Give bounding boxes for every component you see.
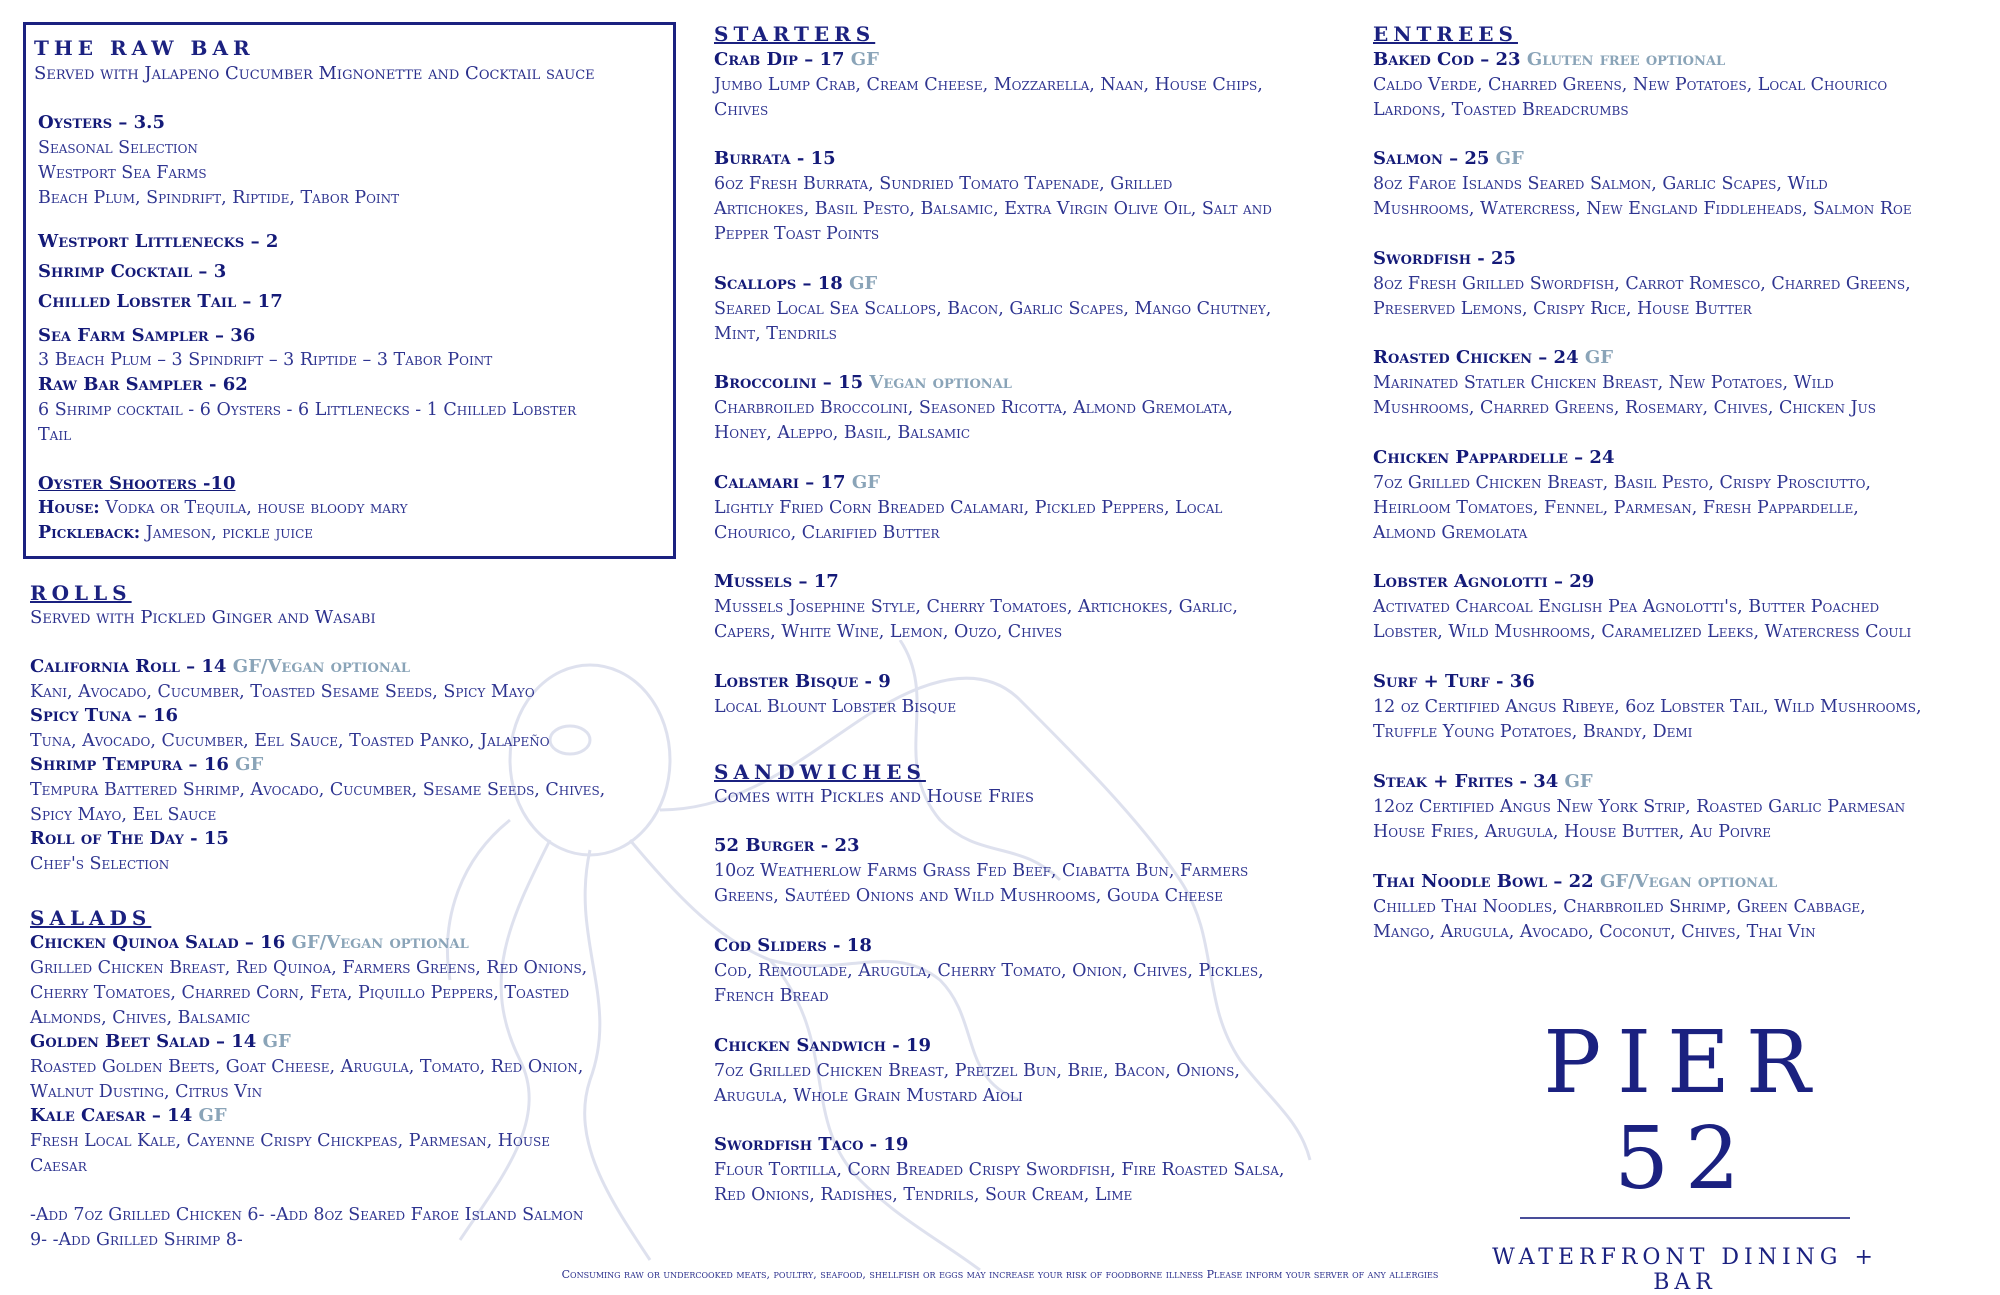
- oyster-line: Westport Sea Farms: [38, 163, 207, 183]
- baked-cod-desc: Lardons, Toasted Breadcrumbs: [1373, 100, 1629, 120]
- sandwiches-title: SANDWICHES: [714, 760, 926, 784]
- entrees-title: ENTREES: [1373, 22, 1518, 46]
- burrata-item: Burrata - 15: [714, 148, 836, 169]
- logo-divider: [1520, 1217, 1850, 1219]
- steak-frites-desc: 12oz Certified Angus New York Strip, Roasted Garlic Parmesan: [1373, 797, 1906, 817]
- spicy-tuna-item: Spicy Tuna – 16: [30, 705, 179, 726]
- roasted-chicken-desc: Mushrooms, Charred Greens, Rosemary, Chives, Chicken Jus: [1373, 398, 1876, 418]
- pier52-logo: [1455, 1015, 1915, 1295]
- pappardelle-item: Chicken Pappardelle – 24: [1373, 447, 1615, 468]
- mussels-desc: Mussels Josephine Style, Cherry Tomatoes, Artichokes, Garlic,: [714, 597, 1238, 617]
- pappardelle-desc: Heirloom Tomatoes, Fennel, Parmesan, Fresh Pappardelle,: [1373, 498, 1859, 518]
- oyster-shooters-item: Oyster Shooters -10: [38, 473, 236, 494]
- rolls-title: ROLLS: [30, 581, 132, 605]
- roasted-chicken-desc: Marinated Statler Chicken Breast, New Potatoes, Wild: [1373, 373, 1834, 393]
- broccolini-desc: Honey, Aleppo, Basil, Balsamic: [714, 423, 971, 443]
- thai-noodle-desc: Mango, Arugula, Avocado, Coconut, Chives, Thai Vin: [1373, 922, 1816, 942]
- cod-sliders-desc: French Bread: [714, 986, 829, 1006]
- calamari-item: Calamari – 17 GF: [714, 472, 881, 493]
- baked-cod-desc: Caldo Verde, Charred Greens, New Potatoes, Local Chourico: [1373, 75, 1888, 95]
- scallops-desc: Mint, Tendrils: [714, 324, 837, 344]
- california-roll-desc: Kani, Avocado, Cucumber, Toasted Sesame Seeds, Spicy Mayo: [30, 682, 535, 702]
- pappardelle-desc: 7oz Grilled Chicken Breast, Basil Pesto, Crispy Prosciutto,: [1373, 473, 1871, 493]
- salad-add-ons: 9- -Add Grilled Shrimp 8-: [30, 1230, 243, 1250]
- swordfish-item: Swordfish - 25: [1373, 248, 1517, 269]
- calamari-desc: Lightly Fried Corn Breaded Calamari, Pickled Peppers, Local: [714, 498, 1223, 518]
- surf-turf-desc: Truffle Young Potatoes, Brandy, Demi: [1373, 722, 1693, 742]
- raw-bar-title: THE RAW BAR: [34, 36, 255, 60]
- lobster-agnolotti-item: Lobster Agnolotti – 29: [1373, 571, 1595, 592]
- surf-turf-desc: 12 oz Certified Angus Ribeye, 6oz Lobster Tail, Wild Mushrooms,: [1373, 697, 1922, 717]
- golden-beet-item: Golden Beet Salad – 14 GF: [30, 1031, 291, 1052]
- chicken-sandwich-desc: Arugula, Whole Grain Mustard Aioli: [714, 1086, 1023, 1106]
- thai-noodle-item: Thai Noodle Bowl – 22 GF/Vegan optional: [1373, 871, 1778, 892]
- swordfish-desc: Preserved Lemons, Crispy Rice, House Butter: [1373, 299, 1752, 319]
- golden-beet-desc: Roasted Golden Beets, Goat Cheese, Arugula, Tomato, Red Onion,: [30, 1057, 584, 1077]
- burger-desc: 10oz Weatherlow Farms Grass Fed Beef, Ciabatta Bun, Farmers: [714, 861, 1249, 881]
- salmon-desc: 8oz Faroe Islands Seared Salmon, Garlic Scapes, Wild: [1373, 174, 1828, 194]
- steak-frites-item: Steak + Frites - 34 GF: [1373, 771, 1593, 792]
- cod-sliders-item: Cod Sliders - 18: [714, 935, 872, 956]
- broccolini-item: Broccolini – 15 Vegan optional: [714, 372, 1012, 393]
- burrata-desc: 6oz Fresh Burrata, Sundried Tomato Tapenade, Grilled: [714, 174, 1173, 194]
- thai-noodle-desc: Chilled Thai Noodles, Charbroiled Shrimp, Green Cabbage,: [1373, 897, 1866, 917]
- mussels-desc: Capers, White Wine, Lemon, Ouzo, Chives: [714, 622, 1063, 642]
- broccolini-desc: Charbroiled Broccolini, Seasoned Ricotta, Almond Gremolata,: [714, 398, 1233, 418]
- salmon-desc: Mushrooms, Watercress, New England Fiddleheads, Salmon Roe: [1373, 199, 1912, 219]
- salmon-item: Salmon – 25 GF: [1373, 148, 1524, 169]
- sandwiches-subtitle: Comes with Pickles and House Fries: [714, 786, 1034, 807]
- california-roll-item: California Roll – 14 GF/Vegan optional: [30, 656, 410, 677]
- mussels-item: Mussels – 17: [714, 571, 839, 592]
- swordfish-taco-desc: Flour Tortilla, Corn Breaded Crispy Swordfish, Fire Roasted Salsa,: [714, 1160, 1285, 1180]
- baked-cod-item: Baked Cod – 23 Gluten free optional: [1373, 49, 1726, 70]
- logo-subtitle: WATERFRONT DINING + BAR: [1492, 1245, 1878, 1295]
- lobster-bisque-item: Lobster Bisque - 9: [714, 671, 891, 692]
- pappardelle-desc: Almond Gremolata: [1373, 523, 1528, 543]
- steak-frites-desc: House Fries, Arugula, House Butter, Au Poivre: [1373, 822, 1772, 842]
- chicken-sandwich-desc: 7oz Grilled Chicken Breast, Pretzel Bun, Brie, Bacon, Onions,: [714, 1061, 1240, 1081]
- shrimp-tempura-desc: Spicy Mayo, Eel Sauce: [30, 805, 217, 825]
- oyster-line: Seasonal Selection: [38, 138, 198, 158]
- scallops-item: Scallops – 18 GF: [714, 273, 878, 294]
- crab-dip-desc: Chives: [714, 100, 769, 120]
- roll-of-the-day-desc: Chef's Selection: [30, 854, 170, 874]
- surf-turf-item: Surf + Turf - 36: [1373, 671, 1535, 692]
- salads-title: SALADS: [30, 906, 152, 930]
- logo-title: PIER 52: [1543, 1013, 1827, 1209]
- lobster-agnolotti-desc: Lobster, Wild Mushrooms, Caramelized Leeks, Watercress Couli: [1373, 622, 1912, 642]
- burger-desc: Greens, Sautéed Onions and Wild Mushrooms, Gouda Cheese: [714, 886, 1223, 906]
- allergy-disclaimer: Consuming raw or undercooked meats, poultry, seafood, shellfish or eggs may increase your risk of foodborne illness Please inform your server of any allergies: [561, 1268, 1439, 1281]
- lobster-agnolotti-desc: Activated Charcoal English Pea Agnolotti's, Butter Poached: [1373, 597, 1880, 617]
- pickleback-shooter: Pickleback: Jameson, pickle juice: [38, 523, 314, 543]
- oysters-item: Oysters – 3.5: [38, 112, 165, 133]
- quinoa-salad-desc: Grilled Chicken Breast, Red Quinoa, Farmers Greens, Red Onions,: [30, 958, 588, 978]
- shrimp-tempura-item: Shrimp Tempura – 16 GF: [30, 754, 264, 775]
- rolls-subtitle: Served with Pickled Ginger and Wasabi: [30, 607, 376, 628]
- quinoa-salad-desc: Almonds, Chives, Balsamic: [30, 1008, 251, 1028]
- kale-caesar-desc: Caesar: [30, 1156, 87, 1176]
- swordfish-taco-desc: Red Onions, Radishes, Tendrils, Sour Cream, Lime: [714, 1185, 1133, 1205]
- sea-farm-sampler-item: Sea Farm Sampler – 36: [38, 325, 256, 346]
- golden-beet-desc: Walnut Dusting, Citrus Vin: [30, 1082, 263, 1102]
- raw-bar-sampler-desc: 6 Shrimp cocktail - 6 Oysters - 6 Littlenecks - 1 Chilled Lobster: [38, 400, 577, 420]
- burrata-desc: Artichokes, Basil Pesto, Balsamic, Extra Virgin Olive Oil, Salt and: [714, 199, 1272, 219]
- quinoa-salad-item: Chicken Quinoa Salad – 16 GF/Vegan optional: [30, 932, 469, 953]
- kale-caesar-desc: Fresh Local Kale, Cayenne Crispy Chickpeas, Parmesan, House: [30, 1131, 550, 1151]
- littlenecks-item: Westport Littlenecks – 2: [38, 231, 279, 252]
- sea-farm-sampler-desc: 3 Beach Plum – 3 Spindrift – 3 Riptide – 3 Tabor Point: [38, 350, 493, 370]
- lobster-tail-item: Chilled Lobster Tail – 17: [38, 291, 283, 312]
- chicken-sandwich-item: Chicken Sandwich - 19: [714, 1035, 931, 1056]
- salad-add-ons: -Add 7oz Grilled Chicken 6- -Add 8oz Seared Faroe Island Salmon: [30, 1205, 584, 1225]
- burger-item: 52 Burger - 23: [714, 835, 860, 856]
- shrimp-cocktail-item: Shrimp Cocktail – 3: [38, 261, 227, 282]
- starters-title: STARTERS: [714, 22, 876, 46]
- raw-bar-sampler-item: Raw Bar Sampler - 62: [38, 374, 248, 395]
- oyster-line: Beach Plum, Spindrift, Riptide, Tabor Point: [38, 188, 400, 208]
- scallops-desc: Seared Local Sea Scallops, Bacon, Garlic Scapes, Mango Chutney,: [714, 299, 1272, 319]
- roll-of-the-day-item: Roll of The Day - 15: [30, 828, 229, 849]
- swordfish-taco-item: Swordfish Taco - 19: [714, 1134, 909, 1155]
- burrata-desc: Pepper Toast Points: [714, 224, 880, 244]
- crab-dip-item: Crab Dip – 17 GF: [714, 49, 879, 70]
- roasted-chicken-item: Roasted Chicken – 24 GF: [1373, 347, 1614, 368]
- lobster-bisque-desc: Local Blount Lobster Bisque: [714, 697, 957, 717]
- spicy-tuna-desc: Tuna, Avocado, Cucumber, Eel Sauce, Toasted Panko, Jalapeño: [30, 731, 550, 751]
- swordfish-desc: 8oz Fresh Grilled Swordfish, Carrot Romesco, Charred Greens,: [1373, 274, 1911, 294]
- cod-sliders-desc: Cod, Remoulade, Arugula, Cherry Tomato, Onion, Chives, Pickles,: [714, 961, 1264, 981]
- crab-dip-desc: Jumbo Lump Crab, Cream Cheese, Mozzarella, Naan, House Chips,: [714, 75, 1263, 95]
- shrimp-tempura-desc: Tempura Battered Shrimp, Avocado, Cucumber, Sesame Seeds, Chives,: [30, 780, 606, 800]
- calamari-desc: Chourico, Clarified Butter: [714, 523, 940, 543]
- quinoa-salad-desc: Cherry Tomatoes, Charred Corn, Feta, Piquillo Peppers, Toasted: [30, 983, 570, 1003]
- kale-caesar-item: Kale Caesar – 14 GF: [30, 1105, 227, 1126]
- raw-bar-subtitle: Served with Jalapeno Cucumber Mignonette and Cocktail sauce: [34, 63, 595, 84]
- raw-bar-sampler-desc: Tail: [38, 425, 72, 445]
- house-shooter: House: Vodka or Tequila, house bloody mary: [38, 498, 408, 518]
